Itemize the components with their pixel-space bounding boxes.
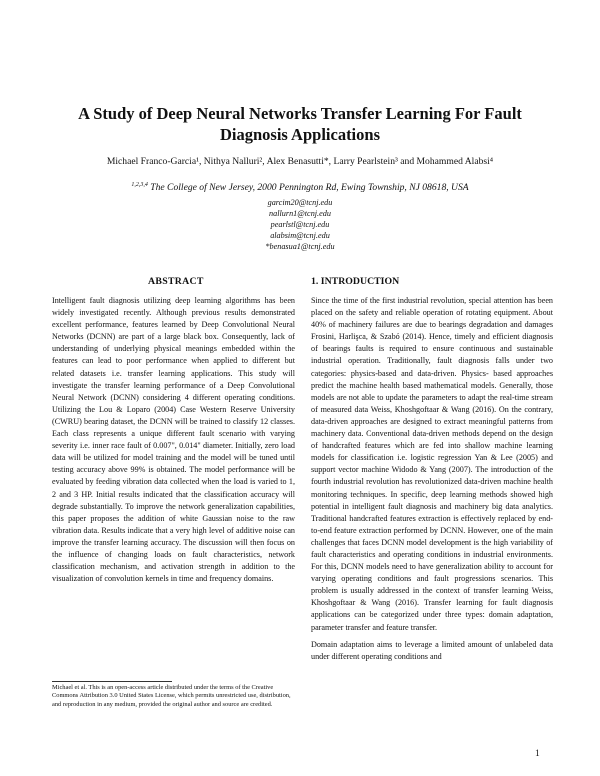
- license-footnote: Michael et al. This is an open-access article distributed under the terms of the Creative Commons Attribution 3.0 United States License, which permits unrestricted use, distribution, and reproduction in any medium, provided the original author and source are credited.: [52, 684, 291, 708]
- email-address: pearlstl@tcnj.edu: [270, 220, 330, 229]
- abstract-body: [52, 295, 295, 585]
- introduction-paragraph: Domain adaptation aims to leverage a limited amount of unlabeled data under different operating conditions and: [311, 639, 553, 661]
- email-address: *benasua1@tcnj.edu: [265, 242, 335, 251]
- affiliation-marks: 1,2,3,4: [131, 181, 148, 188]
- email-address: garcim20@tcnj.edu: [267, 198, 333, 207]
- abstract-heading: ABSTRACT: [148, 276, 204, 287]
- affiliation-text: The College of New Jersey, 2000 Pennington Rd, Ewing Township, NJ 08618, USA: [150, 182, 469, 193]
- email-address: alabsim@tcnj.edu: [270, 231, 330, 240]
- footnote-divider: [52, 681, 172, 682]
- email-address: nallurn1@tcnj.edu: [269, 209, 331, 218]
- introduction-paragraph: Since the time of the first industrial revolution, special attention has been placed on the safety and reliable operation of rotating equipment. About 40% of machinery failures are due to bearings degradation and damages Frosini, Harlişca, & Szabó (2014). Hence, timely and efficient diagnosis of bearings faults is required to ensure continuous and sustainable industrial operation. Traditionally, fault diagnosis falls under two categories: physics-based and data-driven. Physics- based approaches predict the machine health based mathematical models. Generally, those models are not able to update the parameters to adapt the real-time stream of measured data Weiss, Khoshgoftaar & Wang (2016). On the contrary, data-driven approaches are designed to extract meaningful patterns from machinery data. Conventional data-driven methods depend on the design of handcrafted features which are fed into shallow machine learning models for classification i.e. logistic regression Yan & Lee (2005) and support vector machine Widodo & Yang (2007). The introduction of the fourth industrial revolution has revolutionized data-driven machine health monitoring techniques. In specific, deep learning methods showed high potential in intelligent fault diagnosis and machinery big data analytics. Traditional handcrafted features extraction is effectively replaced by end-to-end feature extraction performed by DCNN. However, one of the main challenges that faces DCNN model development is the high variability of fault characteristics and operating conditions in industrial environments. For this, DCNN models need to have generalization ability to account for varying operating conditions and fault progressions scenarios. This problem is usually addressed in the context of transfer learning Weiss, Khoshgoftaar & Wang (2016). Transfer learning for fault diagnosis applications can be categorized under three types: domain adaptation, parameter transfer and feature transfer.: [311, 296, 553, 632]
- paper-title: A Study of Deep Neural Networks Transfer Learning For Fault Diagnosis Applications: [78, 104, 522, 144]
- email-list: [200, 197, 400, 252]
- abstract-paragraph: Intelligent fault diagnosis utilizing deep learning algorithms has been widely investigated recently. Although previous results demonstrated excellent performance, features learned by Deep Convolutional Neural Networks (DCNN) are part of a large black box. Consequently, lack of understanding of underlying physical meanings embedded within the features can lead to poor performance when applied to different but related datasets i.e. transfer learning applications. This study will investigate the transfer learning performance of a Deep Convolutional Neural Network (DCNN) considering 4 different operating conditions. Utilizing the Lou & Loparo (2004) Case Western Reserve University (CWRU) bearing dataset, the DCNN will be trained to classify 12 classes. Each class represents a unique different fault scenario with varying severity i.e. inner race fault of 0.007", 0.014" diameter. Initially, zero load data will be utilized for model training and the model will be tuned until testing accuracy above 99% is obtained. The model performance will be evaluated by feeding vibration data collected when the load is varied to 1, 2 and 3 HP. Initial results indicated that the classification accuracy will degrade substantially. To improve the network generalization capabilities, this paper proposes the addition of white Gaussian noise to the raw vibration data. Results indicate that a very high level of additive noise can improve the transfer learning accuracy. The discussion will then focus on the influence of changing loads on fault characteristics, network classification mechanism, and activation strength in addition to the visualization of convolution kernels in time and frequency domains.: [52, 296, 295, 584]
- introduction-heading: 1. INTRODUCTION: [311, 276, 400, 287]
- introduction-body: [311, 295, 553, 663]
- author-list: Michael Franco-Garcia¹, Nithya Nalluri², Alex Benasutti*, Larry Pearlstein³ and Mohammed Alabsi⁴: [106, 156, 494, 167]
- affiliation: [40, 182, 560, 193]
- page-number: 1: [535, 749, 540, 759]
